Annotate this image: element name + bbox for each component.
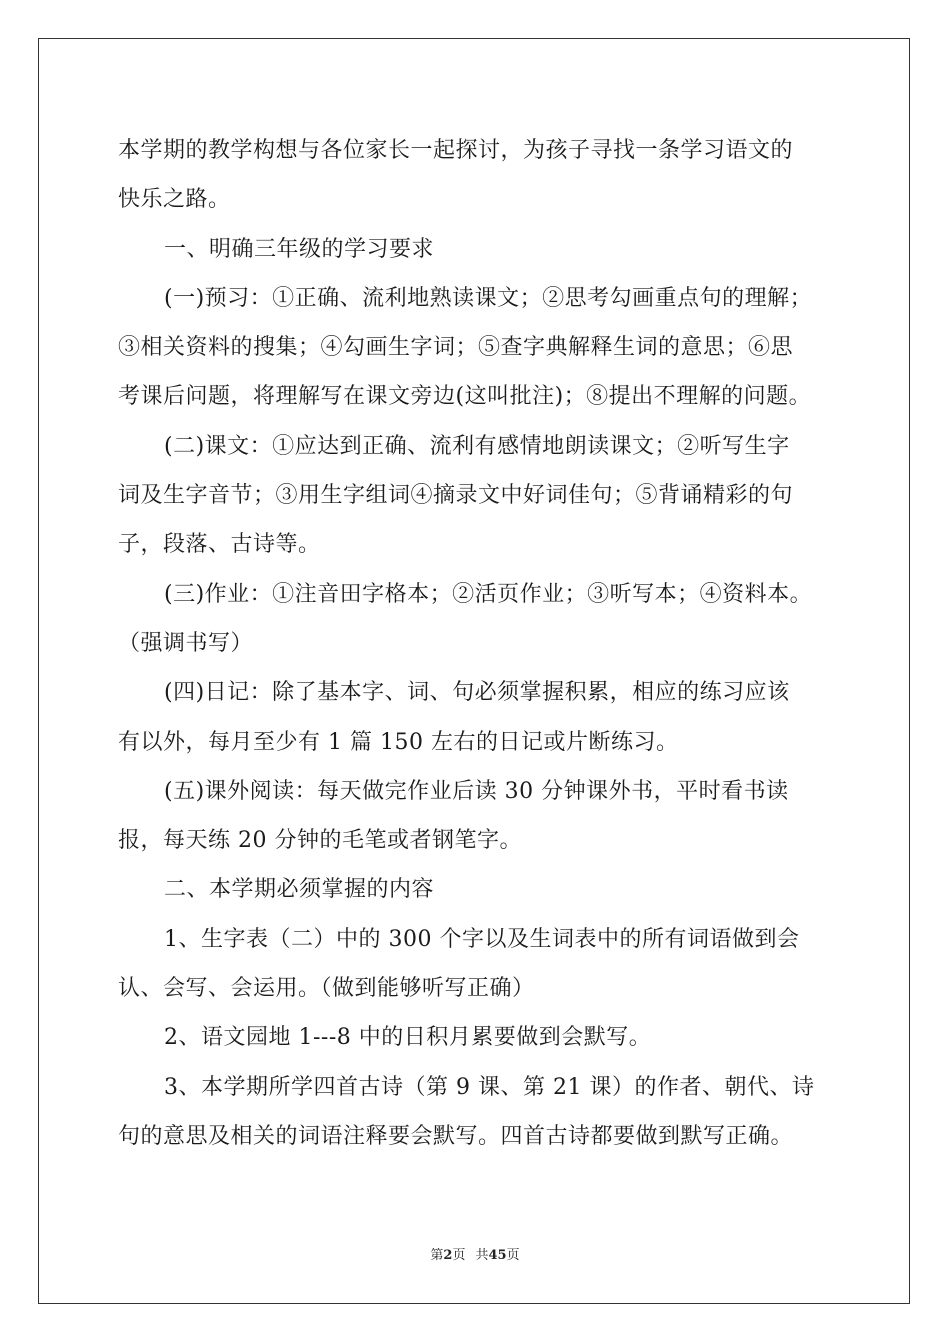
body-line: 本学期的教学构想与各位家长一起探讨，为孩子寻找一条学习语文的 xyxy=(118,138,794,163)
body-line: 3、本学期所学四首古诗（第 9 课、第 21 课）的作者、朝代、诗 xyxy=(164,1074,815,1100)
body-line: (三)作业：①注音田字格本；②活页作业；③听写本；④资料本。 xyxy=(164,581,813,607)
section-heading: 一、明确三年级的学习要求 xyxy=(164,236,435,262)
document-body xyxy=(118,126,834,1161)
body-line: ③相关资料的搜集；④勾画生字词；⑤查字典解释生词的意思；⑥思 xyxy=(118,335,794,361)
body-line: 认、会写、会运用。（做到能够听写正确） xyxy=(118,976,535,1002)
body-line: (二)课文：①应达到正确、流利有感情地朗读课文；②听写生字 xyxy=(164,433,790,459)
body-line: 词及生字音节；③用生字组词④摘录文中好词佳句；⑤背诵精彩的句 xyxy=(118,483,794,509)
body-line: 2、语文园地 1---8 中的日积月累要做到会默写。 xyxy=(164,1025,652,1051)
body-line: （强调书写） xyxy=(118,630,254,656)
page-prefix: 第 xyxy=(430,1248,444,1263)
body-line: (五)课外阅读：每天做完作业后读 30 分钟课外书，平时看书读 xyxy=(164,778,789,804)
body-line: (一)预习：①正确、流利地熟读课文；②思考勾画重点句的理解； xyxy=(164,285,813,311)
body-line: 1、生字表（二）中的 300 个字以及生词表中的所有词语做到会 xyxy=(164,926,800,952)
page-suffix: 页 xyxy=(452,1248,466,1263)
total-suffix: 页 xyxy=(506,1248,520,1263)
page-number: 2 xyxy=(443,1248,453,1263)
body-line: 考课后问题，将理解写在课文旁边(这叫批注)；⑧提出不理解的问题。 xyxy=(118,384,812,410)
page-footer xyxy=(0,1248,950,1264)
body-line: 子，段落、古诗等。 xyxy=(118,532,321,558)
body-line: 报，每天练 20 分钟的毛笔或者钢笔字。 xyxy=(118,828,522,854)
body-line: 有以外，每月至少有 1 篇 150 左右的日记或片断练习。 xyxy=(118,729,679,755)
body-line: 快乐之路。 xyxy=(118,187,231,213)
total-pages: 45 xyxy=(488,1248,507,1263)
total-prefix: 共 xyxy=(475,1248,489,1263)
section-heading: 二、本学期必须掌握的内容 xyxy=(164,877,435,903)
body-line: (四)日记：除了基本字、词、句必须掌握积累，相应的练习应该 xyxy=(164,680,790,706)
body-line: 句的意思及相关的词语注释要会默写。四首古诗都要做到默写正确。 xyxy=(118,1123,794,1149)
